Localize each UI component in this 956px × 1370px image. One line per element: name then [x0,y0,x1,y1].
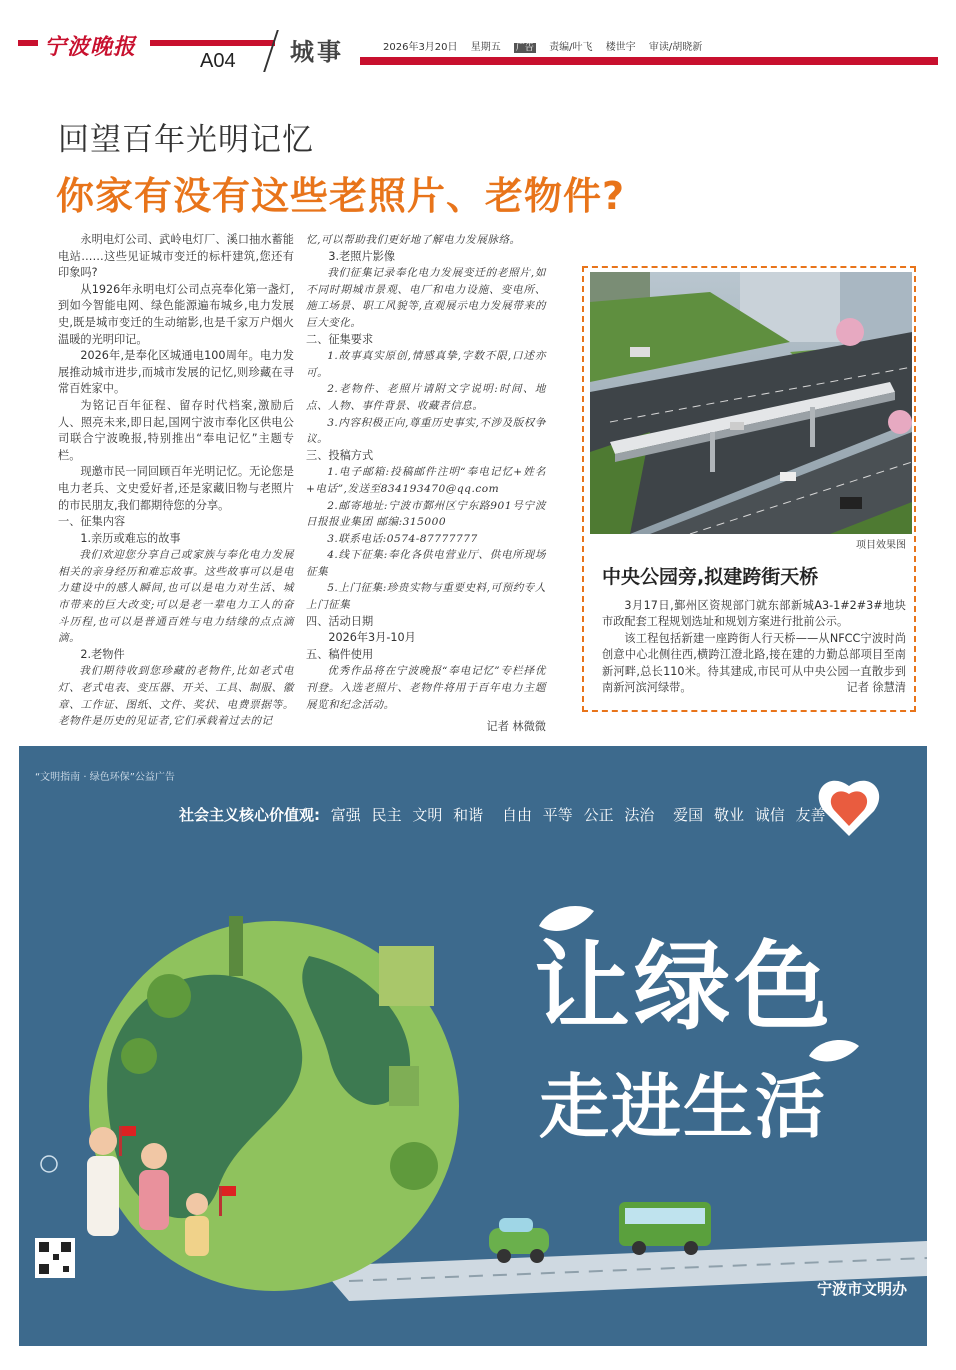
article-paragraph: 2026年,是奉化区城通电100周年。电力发展推动城市进步,而城市发展的记忆,则珍藏在寻常百姓家中。 [58,349,294,396]
article-paragraph: 4.线下征集:奉化各供电营业厅、供电所现场征集 [306,549,546,578]
core-value: 爱国 [673,806,704,824]
article-paragraph: 从1926年永明电灯公司点亮奉化第一盏灯,到如今智能电网、绿色能源遍布城乡,电力发展史,既是城市变迁的生动缩影,也是千家万户烟火温暖的光明印记。 [58,282,294,346]
section-heading: 二、征集要求 [306,332,374,346]
article-column-2 [306,232,546,736]
public-service-ad [19,746,927,1346]
article-paragraph: 为铭记百年征程、留存时代档案,激励后人、照亮未来,即日起,国网宁波市奉化区供电公司联合宁波晚报,特别推出“奉电记忆”主题专栏。 [58,398,294,462]
header-red-bar-middle [150,40,275,46]
article-byline: 记者 林微微 [486,720,546,734]
article-paragraph: 2026年3月-10月 [328,631,416,645]
core-value: 平等 [542,806,573,824]
header-red-rule [360,57,938,65]
article-paragraph: 我们欢迎您分享自己或家族与奉化电力发展相关的亲身经历和难忘故事。这些故事可以是电力建设中的感人瞬间,也可以是电力对生活、城市带来的巨大改变;可以是老一辈电力工人的奋斗历程,也可以是普通百姓与电力结缘的点点滴滴。 [58,549,294,645]
ad-slogan-line-2: 走进生活 [539,1066,827,1148]
article-headline: 你家有没有这些老照片、老物件? [56,174,626,218]
article-paragraph: 3.老照片影像 [328,249,396,263]
section-heading: 四、活动日期 [306,614,374,628]
section-heading: 五、稿件使用 [306,647,374,661]
core-value: 诚信 [754,806,785,824]
sidebar-paragraph: 该工程包括新建一座跨街人行天桥——从NFCC宁波时尚创意中心北侧往西,横跨江澄北路,接在建的力勤总部项目至南新河畔,总长110米。待其建成,市民可从中央公园一直散步到南新河滨河绿带。 记者 徐慧清 [602,631,906,697]
core-values-line [179,804,832,825]
ad-slogan-line-1: 让绿色 [534,931,834,1043]
article-paragraph: 现邀市民一同回顾百年光明记忆。无论您是电力老兵、文史爱好者,还是家藏旧物与老照片的市民朋友,我们都期待您的分享。 [58,465,294,512]
bridge-rendering-image [590,272,912,534]
header-divider [263,30,279,72]
core-values-label: 社会主义核心价值观: [179,806,320,824]
article-paragraph: 2.老物件、老照片请附文字说明:时间、地点、人物、事件背景、收藏者信息。 [306,383,546,412]
editor: 责编/叶飞 [549,42,593,53]
article-paragraph: 忆,可以帮助我们更好地了解电力发展脉络。 [306,234,521,246]
sidebar-title: 中央公园旁,拟建跨街天桥 [602,566,819,588]
image-caption: 项目效果图 [856,540,906,551]
designer: 楼世宇 [605,42,636,53]
issue-weekday: 星期五 [470,42,501,53]
article-paragraph: 3.联系电话:0574-87777777 [327,532,478,545]
ad-tag: 广告 [515,43,534,53]
article-paragraph: 我们征集记录奉化电力发展变迁的老照片,如不同时期城市景观、电厂和电力设施、变电所、施工场景、职工风貌等,直观展示电力发展带来的巨大变化。 [306,267,546,329]
section-name: 城事 [290,38,344,66]
ad-organization: 宁波市文明办 [816,1280,907,1298]
core-value: 公正 [583,806,614,824]
header-meta [383,38,712,53]
core-value: 民主 [371,806,402,824]
article-paragraph: 1.电子邮箱:投稿邮件注明“奉电记忆+姓名+电话”,发送至834193470@qq.com [306,466,546,495]
article-paragraph: 永明电灯公司、武岭电灯厂、溪口抽水蓄能电站……这些见证城市变迁的标杆建筑,您还有印象吗? [58,233,294,280]
ad-series-label: “文明指南 · 绿色环保”公益广告 [35,772,175,783]
article-paragraph: 3.内容积极正向,尊重历史事实,不涉及版权争议。 [306,416,546,446]
article-paragraph: 1.亲历或难忘的故事 [80,531,181,545]
page-number: A04 [200,50,236,72]
article-paragraph: 2.邮寄地址:宁波市鄞州区宁东路901号宁波日报报业集团 邮编:315000 [306,499,546,529]
article-title: 回望百年光明记忆 [58,122,314,158]
article-paragraph: 1.故事真实原创,情感真挚,字数不限,口述亦可。 [306,350,546,379]
core-value: 法治 [624,806,655,824]
article-paragraph: 2.老物件 [80,647,125,661]
sidebar-body [602,598,906,696]
core-value: 敬业 [713,806,744,824]
header-red-bar-left [18,40,38,46]
core-value: 自由 [501,806,532,824]
article-column-1 [58,232,294,730]
core-value: 和谐 [453,806,484,824]
section-heading: 三、投稿方式 [306,448,374,462]
core-value: 文明 [412,806,443,824]
sidebar-byline: 记者 徐慧清 [846,681,906,695]
article-paragraph: 5.上门征集:珍贵实物与重要史料,可预约专人上门征集 [306,582,546,612]
issue-date: 2026年3月20日 [383,42,458,53]
sidebar-news-box [582,266,916,712]
section-heading: 一、征集内容 [58,515,126,529]
core-value: 富强 [330,806,361,824]
proofreader: 审读/胡晓新 [648,42,703,53]
page-header [0,0,956,80]
sidebar-paragraph: 3月17日,鄞州区资规部门就东部新城A3-1#2#3#地块市政配套工程规划选址和规划方案进行批前公示。 [602,599,906,629]
article-paragraph: 优秀作品将在宁波晚报“奉电记忆”专栏择优刊登。入选老照片、老物件将用于百年电力主题展览和纪念活动。 [306,665,546,711]
article-paragraph: 我们期待收到您珍藏的老物件,比如老式电灯、老式电表、变压器、开关、工具、制服、徽章、工作证、图纸、文件、奖状、电费票据等。老物件是历史的见证者,它们承载着过去的记 [58,665,294,728]
newspaper-logo: 宁波晚报 [44,34,137,60]
core-value: 友善 [795,806,826,824]
